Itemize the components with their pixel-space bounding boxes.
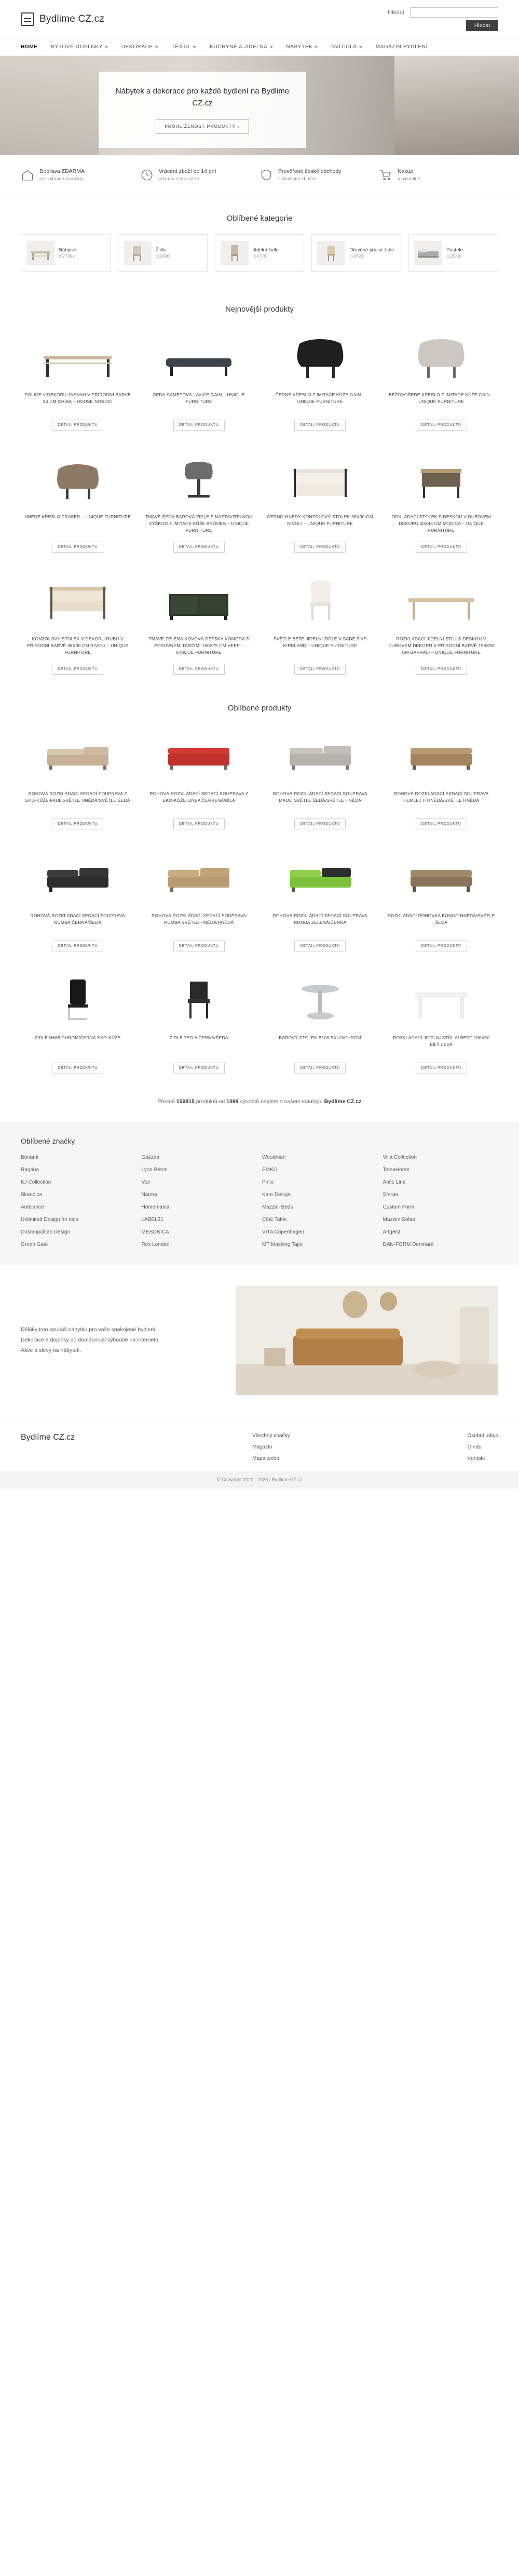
product-name: ROZKLÁDACÍ JÍDELNÍ STŮL S DESKOU V DUBOVÉM DEKORU V PŘÍRODNÍ BARVĚ 190X90 CM BARRALI – UNIQUE FURNITURE xyxy=(388,636,495,655)
product-image-table-oak xyxy=(385,569,499,630)
product-name: ČERNO-HNĚDÝ KONZOLOVÝ STOLEK 38X90 CM RIVOLI – UNIQUE FURNITURE xyxy=(267,514,373,526)
product-image-table-white xyxy=(385,968,499,1029)
chevron-down-icon xyxy=(270,46,273,48)
category-count: (14726) xyxy=(349,253,365,259)
nav-item-dekorace[interactable] xyxy=(121,44,158,50)
category-name: Postele xyxy=(446,247,463,253)
hero-banner xyxy=(0,56,519,155)
product-detail-button[interactable]: DETAIL PRODUKTU xyxy=(416,819,467,829)
category-card[interactable] xyxy=(311,234,401,272)
about-line: Děláky toto koukáš nábytku pro vaše spokojené bydlení. xyxy=(21,1326,157,1333)
house-icon xyxy=(21,168,34,183)
product-detail-button[interactable]: DETAIL PRODUKTU xyxy=(52,941,103,951)
brand-link[interactable]: Woodman xyxy=(262,1155,286,1160)
stats-prefix: Přesně xyxy=(157,1098,175,1105)
product-image-sofa-black xyxy=(21,846,135,907)
feature-sub: pro vybrané produkty xyxy=(39,176,84,181)
product-card[interactable] xyxy=(385,325,499,442)
product-card[interactable] xyxy=(385,447,499,564)
product-detail-button[interactable]: DETAIL PRODUKTU xyxy=(294,542,346,553)
brand-link[interactable]: Cosmopolitan Design xyxy=(21,1229,71,1235)
brand-link[interactable]: Mazzini Sofas xyxy=(383,1217,415,1223)
logo-icon xyxy=(21,12,34,26)
feature-strip xyxy=(0,155,519,196)
category-list xyxy=(0,234,519,287)
product-image-armchair-brown xyxy=(21,447,135,508)
product-image-console-oak xyxy=(21,569,135,630)
product-detail-button[interactable]: DETAIL PRODUKTU xyxy=(173,542,225,553)
product-image-sofa-grey xyxy=(263,724,377,785)
brand-name: Bydlime CZ.cz xyxy=(39,13,105,24)
product-name: ROZKLÁDACÍ JÍDELNÍ STŮL ALBERT 100X60 BÍLÝ LESK xyxy=(393,1035,490,1047)
product-name: ROHOVÁ ROZKLÁDACÍ SEDACÍ SOUPRAVA Z EKO-KŮŽE FAUL SVĚTLE HNĚDÁ/SVĚTLE ŠEDÁ xyxy=(25,791,130,803)
copyright-bar: © Copyright 2020 - 2025 / Bydlíme CZ.cz xyxy=(0,1471,519,1488)
brand-link[interactable]: Artgeist xyxy=(383,1229,401,1235)
product-name: ROHOVÁ ROZKLÁDACÍ SEDACÍ SOUPRAVA MADO SVĚTLE ŠEDÁ/SVĚTLE HNĚDÁ xyxy=(272,791,367,803)
product-name: ROHOVÁ ROZKLÁDACÍ SEDACÍ SOUPRAVA RUMBA ČERNÁ/ŠEDÁ xyxy=(30,913,125,925)
product-detail-button[interactable]: DETAIL PRODUKTU xyxy=(294,819,346,829)
footer-link-all-brands[interactable]: Všechny značky xyxy=(252,1433,290,1439)
product-card[interactable] xyxy=(142,724,256,841)
product-detail-button[interactable]: DETAIL PRODUKTU xyxy=(173,819,225,829)
chevron-down-icon xyxy=(359,46,362,48)
nav-label: NÁBYTEK xyxy=(286,44,313,50)
stats-middle: produktů od xyxy=(196,1098,225,1105)
site-header xyxy=(0,0,519,38)
product-image-barstool-grey xyxy=(142,447,256,508)
brand-link[interactable]: Sferaa xyxy=(383,1192,398,1198)
product-detail-button[interactable]: DETAIL PRODUKTU xyxy=(52,664,103,675)
product-card[interactable] xyxy=(263,569,377,686)
stats-suffix: výrobců najdete v našem katalogu xyxy=(240,1098,323,1105)
chevron-down-icon xyxy=(193,46,196,48)
category-thumb-diningchair xyxy=(221,241,249,265)
feature-item xyxy=(140,168,260,183)
footer-link-about[interactable]: O nás xyxy=(467,1444,482,1450)
brand-link[interactable]: DAN-FORM Denmark xyxy=(383,1242,433,1247)
category-card[interactable] xyxy=(21,234,111,272)
product-name: POLICE V DEKORU JASANU V PŘÍRODNÍ BARVĚ 80 CM CHIBA – HOUSE NORDIC xyxy=(24,392,131,404)
search-area xyxy=(388,7,498,31)
product-detail-button[interactable]: DETAIL PRODUKTU xyxy=(173,1063,225,1074)
product-image-sideboard-green xyxy=(142,569,256,630)
brand-link[interactable]: Côté Table xyxy=(262,1217,287,1223)
brand-link[interactable]: Skandica xyxy=(21,1192,43,1198)
footer-column-1 xyxy=(252,1433,290,1461)
category-name: Jídelní židle xyxy=(252,247,279,253)
brand-link[interactable]: Gazzda xyxy=(141,1155,159,1160)
product-detail-button[interactable]: DETAIL PRODUKTU xyxy=(294,1063,346,1074)
nav-label: MAGAZÍN BYDLENÍ xyxy=(375,44,428,50)
brand-link[interactable]: Antic Line xyxy=(383,1179,406,1185)
about-text xyxy=(21,1325,236,1356)
feature-item xyxy=(21,168,140,183)
product-detail-button[interactable]: DETAIL PRODUKTU xyxy=(416,941,467,951)
about-interior-image xyxy=(236,1286,498,1395)
category-thumb-bed xyxy=(414,241,442,265)
product-detail-button[interactable]: DETAIL PRODUKTU xyxy=(173,941,225,951)
product-card[interactable] xyxy=(21,325,135,442)
product-card[interactable] xyxy=(21,447,135,564)
product-detail-button[interactable]: DETAIL PRODUKTU xyxy=(294,420,346,431)
product-image-chair-h688 xyxy=(21,968,135,1029)
brand-link[interactable]: Unlimited Design for kids xyxy=(21,1217,78,1223)
product-image-sofa-beige xyxy=(21,724,135,785)
feature-title: Vrácení zboží do 14 dní xyxy=(159,168,216,175)
categories-title: Oblíbené kategorie xyxy=(226,214,293,223)
footer-brand: Bydlíme CZ.cz xyxy=(21,1433,75,1442)
brand-link[interactable]: Lyon Béton xyxy=(141,1167,168,1173)
search-button[interactable]: Hledat xyxy=(466,20,498,31)
product-image-chair-cream xyxy=(263,569,377,630)
product-detail-button[interactable]: DETAIL PRODUKTU xyxy=(173,420,225,431)
brands-title: Oblíbené značky xyxy=(21,1137,75,1145)
product-name: TMAVĚ ŠEDÁ BAROVÁ ŽIDLE S NASTAVITELNOU VÝŠKOU Z IMITACE KŮŽE BROOKS – UNIQUE FURNITURE xyxy=(145,514,253,533)
brands-section xyxy=(0,1122,519,1265)
product-name: KONZOLOVÝ STOLEK V DEKORU DUBU V PŘÍRODNÍ BARVĚ 38X90 CM RIVOLI – UNIQUE FURNITURE xyxy=(26,636,129,655)
product-detail-button[interactable]: DETAIL PRODUKTU xyxy=(416,542,467,553)
nav-item-textil[interactable] xyxy=(172,44,197,50)
brand-link[interactable]: Mazzini Beds xyxy=(262,1204,293,1210)
product-card[interactable] xyxy=(142,447,256,564)
category-thumb-woodchair xyxy=(317,241,345,265)
category-card[interactable] xyxy=(408,234,498,272)
product-detail-button[interactable]: DETAIL PRODUKTU xyxy=(416,420,467,431)
category-count: (15096) xyxy=(155,253,171,259)
nav-item-home[interactable] xyxy=(21,44,37,50)
clock-icon xyxy=(140,168,154,183)
site-footer xyxy=(0,1419,519,1471)
product-image-sofa-red xyxy=(142,724,256,785)
product-image-armchair-black xyxy=(263,325,377,386)
brand-link[interactable]: Ragaba xyxy=(21,1167,39,1173)
product-name: ODKLÁDACÍ STOLEK S DESKOU V DUBOVÉM DEKORU 40X45 CM MODICA – UNIQUE FURNITURE xyxy=(391,514,491,533)
product-name: ROHOVÁ ROZKLÁDACÍ SEDACÍ SOUPRAVA HEMLET II HNĚDÁ/SVĚTLE HNĚDÁ xyxy=(394,791,489,803)
brand-link[interactable]: Narma xyxy=(141,1192,157,1198)
product-card[interactable] xyxy=(142,968,256,1085)
nav-label: SVÍTIDLA xyxy=(331,44,357,50)
nav-item-bytove-doplnky[interactable] xyxy=(51,44,107,50)
product-card[interactable] xyxy=(142,846,256,963)
nav-label: TEXTIL xyxy=(171,44,192,50)
product-card[interactable] xyxy=(263,447,377,564)
product-name: ROHOVÁ ROZKLÁDACÍ SEDACÍ SOUPRAVA Z EKO-KŮŽE LINEA ČERVENÁ/BÍLÁ xyxy=(149,791,249,803)
product-detail-button[interactable]: DETAIL PRODUKTU xyxy=(52,542,103,553)
newest-products-title: Nejnovější produkty xyxy=(225,305,294,314)
brand-link[interactable]: Homemania xyxy=(141,1204,170,1210)
product-name: ŽIDLE H688 CHROM/ČERNÁ EKO-KŮŽE xyxy=(35,1035,121,1040)
product-image-chair-teo xyxy=(142,968,256,1029)
product-image-bartable xyxy=(263,968,377,1029)
nav-label: DEKORACE xyxy=(121,44,153,50)
product-name: HNĚDÉ KŘESLO FRASER – UNIQUE FURNITURE xyxy=(24,514,131,519)
product-name: TMAVĚ ZELENÁ KOVOVÁ DĚTSKÁ KOMODA S POSUVNÝMI DVEŘMI 160X75 CM VEEP – UNIQUE FURNITURE xyxy=(148,636,249,655)
brand-link[interactable]: LABEL51 xyxy=(141,1217,163,1223)
brand-link[interactable]: Rex London xyxy=(141,1242,170,1247)
footer-link-contact[interactable]: Kontakt xyxy=(467,1456,485,1461)
product-card[interactable] xyxy=(21,569,135,686)
footer-link-magazine[interactable]: Magazín xyxy=(252,1444,272,1450)
brand-link[interactable]: Custom Form xyxy=(383,1204,415,1210)
product-name: ROHOVÁ ROZKLÁDACÍ SEDACÍ SOUPRAVA RUMBA ZELENÁ/ČERNÁ xyxy=(272,913,367,925)
footer-link-sitemap[interactable]: Mapa webu xyxy=(252,1456,279,1461)
brand-link[interactable]: TemaHome xyxy=(383,1167,409,1173)
product-card[interactable] xyxy=(385,968,499,1085)
nav-item-svitidla[interactable] xyxy=(331,44,362,50)
feature-item xyxy=(260,168,379,183)
product-card[interactable] xyxy=(21,968,135,1085)
brand-link[interactable]: Pinio xyxy=(262,1179,274,1185)
category-count: (12548) xyxy=(446,253,462,259)
product-card[interactable] xyxy=(263,968,377,1085)
nav-label: BYTOVÉ DOPLŇKY xyxy=(51,44,103,50)
product-detail-button[interactable]: DETAIL PRODUKTU xyxy=(294,941,346,951)
product-detail-button[interactable]: DETAIL PRODUKTU xyxy=(294,664,346,675)
product-card[interactable] xyxy=(263,724,377,841)
product-card[interactable] xyxy=(385,724,499,841)
product-name: ŽIDLE TEO A ČERNÁ/ŠEDÁ xyxy=(169,1035,228,1040)
product-card[interactable] xyxy=(142,569,256,686)
product-name: BAROVÝ STOLEK B100 SKLO/CHROM xyxy=(279,1035,362,1040)
product-name: ROHOVÁ ROZKLÁDACÍ SEDACÍ SOUPRAVA RUMBA SVĚTLE HNĚDÁ/HNĚDÁ xyxy=(152,913,247,925)
hero-image-right xyxy=(394,56,519,155)
site-logo[interactable] xyxy=(21,12,104,26)
chevron-down-icon xyxy=(155,46,158,48)
nav-label: HOME xyxy=(21,44,38,50)
hero-cta-button[interactable]: PROHLÍŽENOST PRODUKTY » xyxy=(156,119,249,133)
category-card[interactable] xyxy=(118,234,208,272)
product-name: ŠEDÁ SAMETOVÁ LAVICE GAIN – UNIQUE FURNITURE xyxy=(153,392,245,404)
category-count: (57769) xyxy=(59,253,74,259)
category-card[interactable] xyxy=(215,234,305,272)
brand-link[interactable]: Villa Collection xyxy=(383,1155,417,1160)
feature-title: Doprava ZDARMA xyxy=(39,168,85,175)
hero-image-left xyxy=(0,56,99,155)
product-name: ROZKLÁDACÍ POHOVKA BONGO HNĚDÁ/SVĚTLE ŠEDÁ xyxy=(387,913,495,925)
feature-title: Prověřené české obchody xyxy=(278,168,342,175)
brand-link[interactable]: MT Masking Tape xyxy=(262,1242,303,1247)
footer-column-2 xyxy=(468,1433,499,1461)
product-card[interactable] xyxy=(385,569,499,686)
popular-products-title: Oblíbené produkty xyxy=(227,704,292,713)
product-image-bench-dark xyxy=(142,325,256,386)
brand-link[interactable]: Vox xyxy=(141,1179,151,1185)
product-detail-button[interactable]: DETAIL PRODUKTU xyxy=(416,1063,467,1074)
about-line: Akce a slevy na nábytek. xyxy=(21,1347,81,1353)
footer-link-privacy[interactable]: Osobní údaje xyxy=(467,1433,498,1439)
chevron-down-icon xyxy=(105,46,108,48)
product-detail-button[interactable]: DETAIL PRODUKTU xyxy=(416,664,467,675)
product-name: ČERNÉ KŘESLO Z IMITACE KŮŽE GAIN – UNIQUE FURNITURE xyxy=(275,392,365,404)
nav-item-kuchyne-a-jidelna[interactable] xyxy=(210,44,272,50)
category-name: Nábytek xyxy=(59,247,77,253)
main-navigation xyxy=(0,38,519,56)
nav-item-nabytek[interactable] xyxy=(286,44,318,50)
feature-item xyxy=(379,168,498,183)
catalog-stats xyxy=(0,1085,519,1122)
search-label: Hledat: xyxy=(388,9,406,16)
brand-link[interactable]: Kare Design xyxy=(262,1192,291,1198)
stats-product-count: 156815 xyxy=(176,1098,195,1105)
stats-brand: Bydlime CZ.cz xyxy=(324,1098,362,1105)
product-detail-button[interactable]: DETAIL PRODUKTU xyxy=(52,1063,103,1074)
brand-link[interactable]: MESONICA xyxy=(141,1229,169,1235)
product-name: BÉŽOVOŠEDÉ KŘESLO Z IMITACE KŮŽE GAIN – UNIQUE FURNITURE xyxy=(389,392,494,404)
feature-title: Nákup xyxy=(398,168,414,175)
nav-label: KUCHYNĚ A JÍDELNA xyxy=(210,44,268,50)
product-detail-button[interactable]: DETAIL PRODUKTU xyxy=(173,664,225,675)
popular-products-grid xyxy=(0,724,519,1085)
feature-sub: s kvalitním zbožím xyxy=(278,176,317,181)
category-name: Židle xyxy=(155,247,167,253)
product-image-shelf xyxy=(21,325,135,386)
cart-icon xyxy=(379,168,392,183)
nav-item-magazin-bydleni[interactable] xyxy=(376,44,428,50)
brand-link[interactable]: VITA Copenhagen xyxy=(262,1229,304,1235)
category-thumb-bench xyxy=(26,241,54,265)
product-card[interactable] xyxy=(263,325,377,442)
brand-link[interactable]: EMKO xyxy=(262,1167,278,1173)
brand-link[interactable]: Ambiance xyxy=(21,1204,44,1210)
product-image-sofa-tan xyxy=(142,846,256,907)
brands-grid xyxy=(21,1155,498,1247)
brand-link[interactable]: Green Gate xyxy=(21,1242,48,1247)
category-count: (14776) xyxy=(252,253,268,259)
product-card[interactable] xyxy=(21,846,135,963)
chevron-down-icon xyxy=(315,46,318,48)
product-name: SVĚTLE BÉŽE JÍDELNÍ ŽIDLE V SADĚ 2 KS KIRKLAND – UNIQUE FURNITURE xyxy=(274,636,367,648)
shield-icon xyxy=(260,168,273,183)
product-image-sofa-sleeper xyxy=(385,846,499,907)
hero-title: Nábytek a dekorace pro každé bydlení na Bydlime CZ.cz xyxy=(115,87,290,108)
brand-link[interactable]: Bonami xyxy=(21,1155,38,1160)
product-card[interactable] xyxy=(142,325,256,442)
newest-products-grid xyxy=(0,325,519,686)
product-card[interactable] xyxy=(21,724,135,841)
product-image-sidetable-oak xyxy=(385,447,499,508)
stats-vendor-count: 1099 xyxy=(226,1098,239,1105)
product-image-sofa-brown xyxy=(385,724,499,785)
product-detail-button[interactable]: DETAIL PRODUKTU xyxy=(52,420,103,431)
search-input[interactable] xyxy=(410,7,498,18)
feature-sub: maximálně xyxy=(398,176,420,181)
product-image-console-brown xyxy=(263,447,377,508)
product-image-armchair-beige xyxy=(385,325,499,386)
product-card[interactable] xyxy=(263,846,377,963)
category-thumb-chair xyxy=(124,241,152,265)
product-card[interactable] xyxy=(385,846,499,963)
brand-link[interactable]: KJ Collection xyxy=(21,1179,51,1185)
product-image-sofa-green xyxy=(263,846,377,907)
feature-sub: zdarma a bez rizika xyxy=(159,176,200,181)
about-section xyxy=(0,1265,519,1419)
product-detail-button[interactable]: DETAIL PRODUKTU xyxy=(52,819,103,829)
category-name: Dřevěné jídelní židle xyxy=(349,247,394,253)
about-line: Dekorace a doplňky do domácnosti výhodně na internetu. xyxy=(21,1337,160,1344)
hero-card xyxy=(99,72,306,148)
